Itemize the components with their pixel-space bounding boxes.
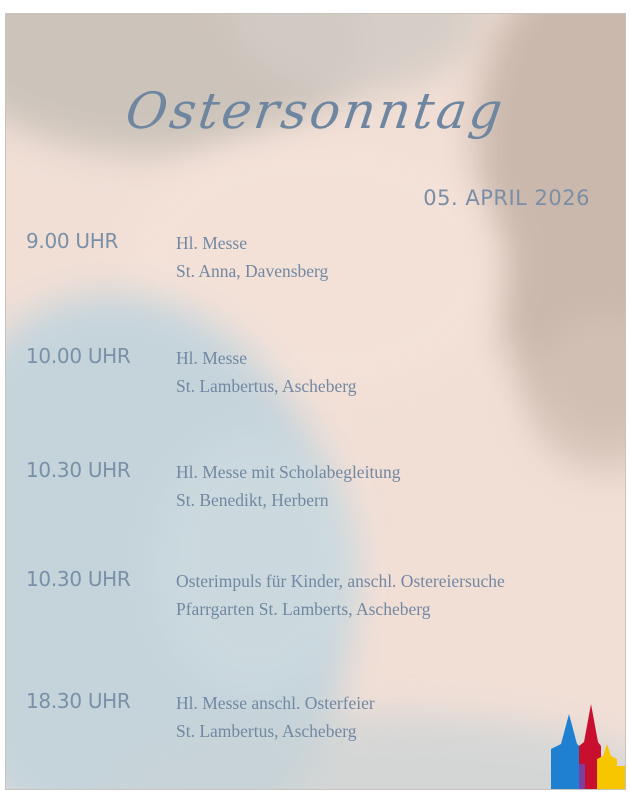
event-time: 10.30 UHR xyxy=(26,567,131,591)
event-location: St. Benedikt, Herbern xyxy=(176,490,329,510)
event-title: Hl. Messe xyxy=(176,348,247,368)
church-towers-logo-icon xyxy=(551,704,626,789)
event-location: St. Anna, Davensberg xyxy=(176,261,329,281)
page-title: Ostersonntag xyxy=(122,82,509,140)
event-date: 05. APRIL 2026 xyxy=(423,186,590,210)
event-time: 10.00 UHR xyxy=(26,344,131,368)
event-location: Pfarrgarten St. Lamberts, Ascheberg xyxy=(176,599,431,619)
event-location: St. Lambertus, Ascheberg xyxy=(176,721,357,741)
poster xyxy=(5,13,626,790)
event-time: 10.30 UHR xyxy=(26,458,131,482)
event-title: Hl. Messe mit Scholabegleitung xyxy=(176,462,401,482)
event-time: 18.30 UHR xyxy=(26,689,131,713)
event-location: St. Lambertus, Ascheberg xyxy=(176,376,357,396)
event-description xyxy=(176,689,606,745)
event-title: Hl. Messe anschl. Osterfeier xyxy=(176,693,375,713)
event-time: 9.00 UHR xyxy=(26,229,119,253)
event-description xyxy=(176,344,606,400)
event-description xyxy=(176,567,606,623)
event-description xyxy=(176,229,606,285)
event-title: Osterimpuls für Kinder, anschl. Ostereiersuche xyxy=(176,571,505,591)
event-title: Hl. Messe xyxy=(176,233,247,253)
event-description xyxy=(176,458,606,514)
